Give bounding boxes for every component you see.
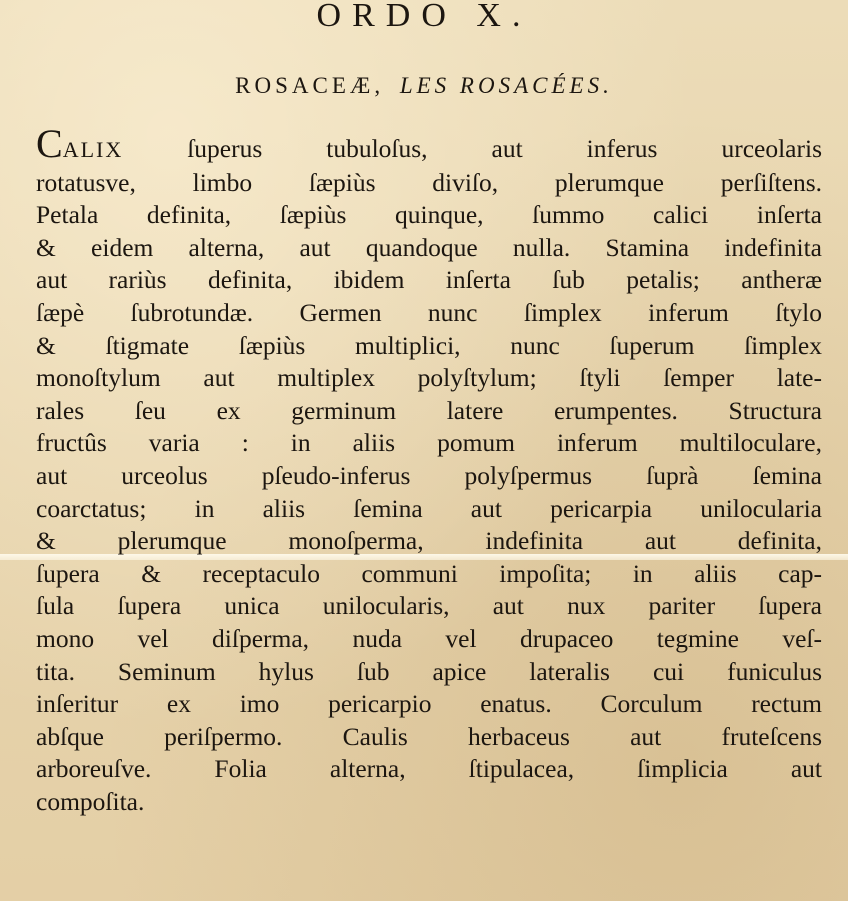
family-french-name: LES ROSACÉES.: [399, 73, 613, 98]
text-line-3: Petala definita, ſæpiùs quinque, ſummo calici inſerta: [36, 200, 822, 230]
text-line-20: arboreuſve. Folia alterna, ſtipulacea, ſimplicia aut: [36, 754, 822, 784]
family-latin-name: ROSACEÆ,: [235, 73, 385, 98]
text-line-1-rest: ſuperus tubuloſus, aut inferus urceolaris: [123, 134, 822, 163]
text-line-1: [36, 121, 822, 167]
family-heading: [0, 68, 848, 104]
text-line-16: mono vel diſperma, nuda vel drupaceo tegmine veſ-: [36, 623, 822, 653]
text-line-2: rotatusve, limbo ſæpiùs diviſo, plerumque perſiſtens.: [36, 167, 822, 197]
text-line-9: rales ſeu ex germinum latere erumpentes. Structura: [36, 395, 822, 425]
text-line-19: abſque periſpermo. Caulis herbaceus aut fruteſcens: [36, 721, 822, 751]
text-line-6: ſæpè ſubrotundæ. Germen nunc ſimplex inferum ſtylo: [36, 297, 822, 327]
text-line-5: aut rariùs definita, ibidem inſerta ſub petalis; antheræ: [36, 265, 822, 295]
text-line-10: fructûs varia : in aliis pomum inferum multiloculare,: [36, 428, 822, 458]
text-line-14: ſupera & receptaculo communi impoſita; in aliis cap-: [36, 558, 822, 588]
text-line-13: & plerumque monoſperma, indefinita aut definita,: [36, 526, 822, 556]
first-word-rest: ALIX: [62, 137, 124, 162]
text-line-12: coarctatus; in aliis ſemina aut pericarpia unilocularia: [36, 493, 822, 523]
text-line-15: ſula ſupera unica unilocularis, aut nux pariter ſupera: [36, 591, 822, 621]
description-paragraph: [36, 121, 822, 818]
drop-cap: C: [36, 121, 63, 166]
text-line-18: inſeritur ex imo pericarpio enatus. Corculum rectum: [36, 689, 822, 719]
order-heading: ORDO X.: [316, 0, 532, 34]
text-line-4: & eidem alterna, aut quandoque nulla. Stamina indefinita: [36, 232, 822, 262]
text-line-7: & ſtigmate ſæpiùs multiplici, nunc ſuperum ſimplex: [36, 330, 822, 360]
text-line-21: compoſita.: [36, 786, 145, 816]
text-line-8: monoſtylum aut multiplex polyſtylum; ſtyli ſemper late-: [36, 363, 822, 393]
text-line-11: aut urceolus pſeudo-inferus polyſpermus ſuprà ſemina: [36, 460, 822, 490]
text-line-17: tita. Seminum hylus ſub apice lateralis cui funiculus: [36, 656, 822, 686]
